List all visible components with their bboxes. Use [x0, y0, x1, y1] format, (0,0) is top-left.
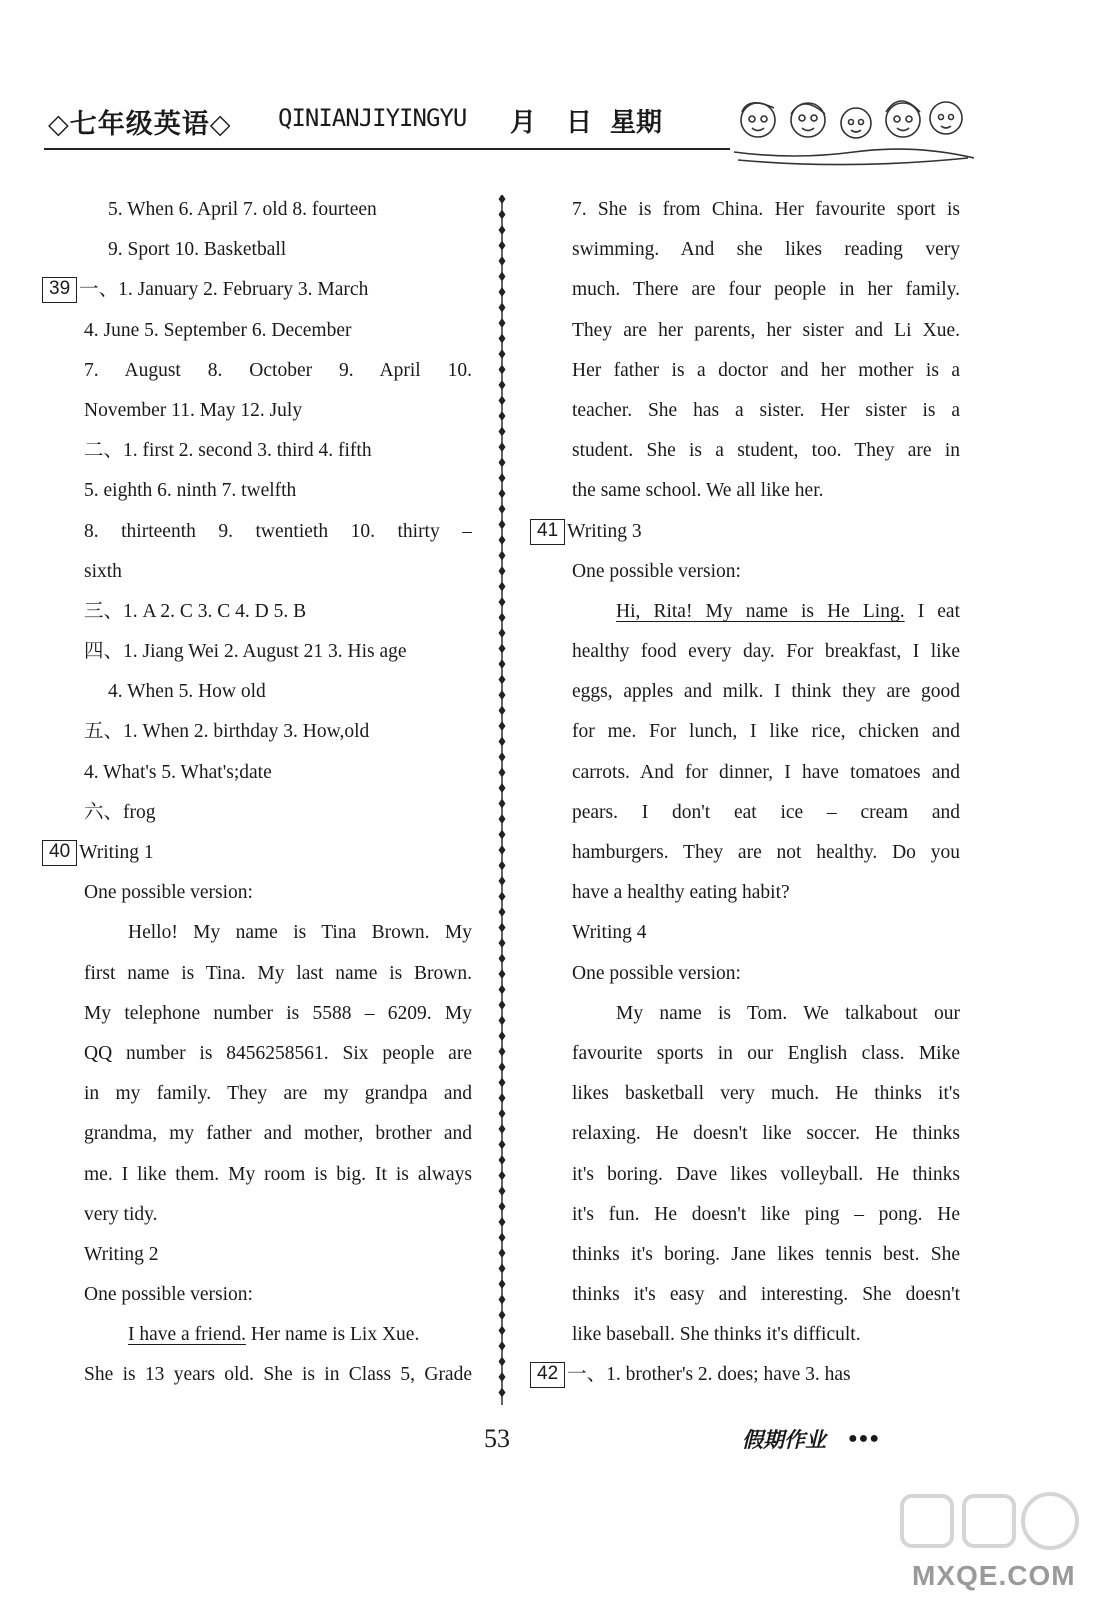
divider-diamond — [499, 535, 506, 545]
divider-diamond — [499, 768, 506, 778]
line-text: 4. What's 5. What's;date — [84, 761, 272, 783]
text-line — [84, 471, 472, 511]
text-line — [84, 1235, 472, 1275]
line-text: 三、1. A 2. C 3. C 4. D 5. B — [84, 600, 307, 622]
text-line — [84, 1195, 472, 1235]
text-line — [572, 994, 960, 1034]
text-line — [49, 833, 472, 873]
divider-diamond — [499, 1264, 506, 1274]
text-line — [84, 1155, 472, 1195]
divider-diamond — [499, 752, 506, 762]
text-line — [84, 672, 472, 712]
line-text: sixth — [84, 560, 122, 582]
text-line — [84, 1275, 472, 1315]
divider-diamond — [499, 830, 506, 840]
month-label: 月 — [510, 108, 537, 138]
line-text: very tidy. — [84, 1203, 158, 1225]
text-line — [572, 712, 960, 752]
column-divider — [492, 195, 512, 1405]
divider-diamond — [499, 1031, 506, 1041]
line-text: One possible version: — [572, 560, 741, 582]
divider-diamond — [499, 1202, 506, 1212]
question-number-box: 41 — [530, 519, 565, 545]
divider-diamond — [499, 954, 506, 964]
line-text: 五、1. When 2. birthday 3. How,old — [84, 721, 370, 743]
question-number-box: 40 — [42, 840, 77, 866]
line-text: pears. I don't eat ice – cream and — [572, 801, 960, 823]
text-line — [572, 833, 960, 873]
line-text: favourite sports in our English class. Mike — [572, 1042, 960, 1064]
line-text: Hello! My name is Tina Brown. My — [128, 922, 472, 944]
divider-diamond — [499, 349, 506, 359]
text-line — [537, 512, 960, 552]
divider-diamond — [499, 334, 506, 344]
underlined-sentence: I have a friend. — [128, 1324, 247, 1346]
line-text: Writing 1 — [79, 842, 154, 863]
divider-diamond — [499, 1279, 506, 1289]
underlined-sentence: Hi, Rita! My name is He Ling. — [616, 600, 905, 622]
text-line — [84, 632, 472, 672]
divider-diamond — [499, 1357, 506, 1367]
text-line — [572, 471, 960, 511]
line-text: Her father is a doctor and her mother is a — [572, 359, 960, 381]
text-line — [572, 632, 960, 672]
text-line — [49, 270, 472, 310]
divider-diamond — [499, 861, 506, 871]
text-line — [572, 672, 960, 712]
question-number-box: 42 — [530, 1362, 565, 1388]
divider-diamond — [499, 1000, 506, 1010]
header-rule — [44, 148, 730, 150]
cartoon-children-illustration — [728, 90, 974, 170]
line-text: the same school. We all like her. — [572, 480, 824, 502]
right-column — [537, 190, 960, 1396]
divider-diamond — [499, 1326, 506, 1336]
divider-diamond — [499, 628, 506, 638]
divider-diamond — [499, 1093, 506, 1103]
divider-diamond — [499, 923, 506, 933]
text-line — [84, 230, 472, 270]
divider-diamond — [499, 1233, 506, 1243]
text-line — [572, 1235, 960, 1275]
divider-diamond — [499, 613, 506, 623]
line-text: teacher. She has a sister. Her sister is a — [572, 399, 960, 421]
divider-diamond — [499, 504, 506, 514]
divider-diamond — [499, 706, 506, 716]
text-line — [84, 913, 472, 953]
line-text: 7. She is from China. Her favourite sport is — [572, 199, 960, 220]
text-line — [572, 230, 960, 270]
text-line — [84, 1074, 472, 1114]
divider-diamond — [499, 442, 506, 452]
footer-dots: ●●● — [848, 1430, 880, 1447]
text-line — [572, 431, 960, 471]
text-line — [84, 712, 472, 752]
text-line — [572, 1195, 960, 1235]
line-text: 4. June 5. September 6. December — [84, 319, 352, 341]
divider-diamond — [499, 690, 506, 700]
divider-diamond — [499, 1248, 506, 1258]
text-line — [572, 1315, 960, 1355]
line-text: it's fun. He doesn't like ping – pong. He — [572, 1203, 960, 1225]
divider-diamond — [499, 582, 506, 592]
text-line — [572, 1155, 960, 1195]
divider-diamond — [499, 272, 506, 282]
line-text: carrots. And for dinner, I have tomatoes and — [572, 761, 960, 783]
day-label: 日 — [566, 108, 593, 138]
divider-diamond — [499, 210, 506, 220]
line-text: in my family. They are my grandpa and — [84, 1083, 472, 1105]
text-line — [84, 1315, 472, 1355]
line-text: hamburgers. They are not healthy. Do you — [572, 842, 960, 863]
line-text: student. She is a student, too. They are in — [572, 440, 960, 462]
divider-diamond — [499, 907, 506, 917]
line-text: 5. eighth 6. ninth 7. twelfth — [84, 480, 297, 502]
divider-diamond — [499, 287, 506, 297]
divider-diamond — [499, 892, 506, 902]
text-line — [572, 913, 960, 953]
line-text: 四、1. Jiang Wei 2. August 21 3. His age — [84, 641, 407, 663]
divider-diamond — [499, 1372, 506, 1382]
divider-diamond — [499, 458, 506, 468]
line-text: 一、1. brother's 2. does; have 3. has — [567, 1364, 851, 1386]
text-line — [84, 512, 472, 552]
line-text: thinks it's easy and interesting. She doesn't — [572, 1284, 960, 1306]
line-text: for me. For lunch, I like rice, chicken and — [572, 721, 960, 743]
text-line — [84, 954, 472, 994]
text-line — [572, 1074, 960, 1114]
text-line — [84, 552, 472, 592]
text-line — [84, 592, 472, 632]
divider-diamond — [499, 985, 506, 995]
divider-diamond — [499, 876, 506, 886]
text-line — [572, 1114, 960, 1154]
line-text: it's boring. Dave likes volleyball. He thinks — [572, 1163, 960, 1185]
divider-diamond — [499, 721, 506, 731]
divider-diamond — [499, 1155, 506, 1165]
line-text: November 11. May 12. July — [84, 399, 303, 421]
line-text: QQ number is 8456258561. Six people are — [84, 1042, 472, 1064]
divider-diamond — [499, 814, 506, 824]
divider-diamond — [499, 1217, 506, 1227]
text-line — [572, 592, 960, 632]
line-text: 一、1. January 2. February 3. March — [79, 279, 369, 301]
divider-diamond — [499, 1295, 506, 1305]
text-line — [572, 954, 960, 994]
divider-diamond — [499, 241, 506, 251]
line-text: 六、frog — [84, 801, 156, 823]
text-line — [84, 1034, 472, 1074]
text-line — [84, 431, 472, 471]
divider-diamond — [499, 551, 506, 561]
line-text: One possible version: — [572, 962, 741, 984]
text-line — [84, 994, 472, 1034]
line-text: Writing 2 — [84, 1243, 159, 1265]
line-text: Her name is Lix Xue. — [246, 1324, 420, 1346]
line-text: grandma, my father and mother, brother and — [84, 1123, 472, 1145]
text-line — [84, 1114, 472, 1154]
line-text: have a healthy eating habit? — [572, 882, 790, 904]
divider-diamond — [499, 1078, 506, 1088]
text-line — [537, 1355, 960, 1395]
divider-diamond — [499, 799, 506, 809]
divider-diamond — [499, 225, 506, 235]
text-line — [572, 190, 960, 230]
divider-diamond — [499, 659, 506, 669]
text-line — [572, 873, 960, 913]
text-line — [84, 391, 472, 431]
text-line — [572, 351, 960, 391]
line-text: 9. Sport 10. Basketball — [108, 239, 287, 261]
divider-diamond — [499, 1171, 506, 1181]
line-text: like baseball. She thinks it's difficult. — [572, 1324, 861, 1346]
divider-diamond — [499, 1341, 506, 1351]
divider-diamond — [499, 1310, 506, 1320]
line-text: They are her parents, her sister and Li Xue. — [572, 319, 960, 341]
line-text: 7. August 8. October 9. April 10. — [84, 359, 472, 381]
weekday-label: 星期 — [610, 108, 663, 138]
line-text: My telephone number is 5588 – 6209. My — [84, 1002, 472, 1024]
line-text: One possible version: — [84, 1284, 253, 1306]
text-line — [84, 753, 472, 793]
divider-diamond — [499, 411, 506, 421]
divider-diamond — [499, 597, 506, 607]
line-text: 4. When 5. How old — [108, 681, 266, 703]
book-pinyin: QINIANJIYINGYU — [278, 104, 467, 132]
line-text: relaxing. He doesn't like soccer. He thinks — [572, 1123, 960, 1145]
line-text: swimming. And she likes reading very — [572, 239, 960, 261]
divider-diamond — [499, 195, 506, 204]
question-number-box: 39 — [42, 277, 77, 303]
divider-diamond — [499, 365, 506, 375]
line-text: One possible version: — [84, 882, 253, 904]
divider-diamond — [499, 489, 506, 499]
line-text: She is 13 years old. She is in Class 5, Grade — [84, 1364, 472, 1386]
line-text: My name is Tom. We talkabout our — [616, 1002, 960, 1024]
line-text: Writing 4 — [572, 922, 647, 944]
line-text: first name is Tina. My last name is Brown. — [84, 962, 472, 984]
divider-diamond — [499, 473, 506, 483]
line-text: 二、1. first 2. second 3. third 4. fifth — [84, 440, 372, 462]
divider-diamond — [499, 1186, 506, 1196]
text-line — [84, 190, 472, 230]
text-line — [84, 1355, 472, 1395]
divider-diamond — [499, 1124, 506, 1134]
book-title: ◇七年级英语◇ — [48, 109, 232, 140]
text-line — [572, 270, 960, 310]
divider-diamond — [499, 427, 506, 437]
page-number: 53 — [484, 1424, 510, 1453]
text-line — [572, 793, 960, 833]
text-line — [84, 311, 472, 351]
text-line — [572, 1275, 960, 1315]
text-line — [572, 311, 960, 351]
line-text: thinks it's boring. Jane likes tennis best. She — [572, 1243, 960, 1265]
divider-diamond — [499, 1109, 506, 1119]
line-text: Writing 3 — [567, 520, 642, 542]
divider-diamond — [499, 520, 506, 530]
line-text: me. I like them. My room is big. It is always — [84, 1163, 472, 1185]
divider-diamond — [499, 783, 506, 793]
divider-diamond — [499, 969, 506, 979]
divider-diamond — [499, 256, 506, 266]
divider-diamond — [499, 1140, 506, 1150]
text-line — [572, 391, 960, 431]
divider-diamond — [499, 318, 506, 328]
divider-diamond — [499, 1388, 506, 1398]
text-line — [572, 552, 960, 592]
divider-diamond — [499, 845, 506, 855]
divider-diamond — [499, 1047, 506, 1057]
text-line — [572, 753, 960, 793]
divider-diamond — [499, 675, 506, 685]
text-line — [84, 873, 472, 913]
watermark-text: MXQE.COM — [912, 1560, 1076, 1591]
divider-diamond — [499, 737, 506, 747]
text-line — [572, 1034, 960, 1074]
divider-diamond — [499, 644, 506, 654]
line-text: likes basketball very much. He thinks it's — [572, 1083, 960, 1105]
divider-diamond — [499, 396, 506, 406]
left-column — [49, 190, 472, 1396]
divider-diamond — [499, 380, 506, 390]
divider-diamond — [499, 566, 506, 576]
text-line — [84, 793, 472, 833]
divider-diamond — [499, 938, 506, 948]
footer-series-label: 假期作业 — [742, 1427, 826, 1452]
line-text: eggs, apples and milk. I think they are good — [572, 681, 960, 703]
line-text: 8. thirteenth 9. twentieth 10. thirty – — [84, 520, 472, 542]
divider-diamond — [499, 1062, 506, 1072]
line-text: 5. When 6. April 7. old 8. fourteen — [108, 199, 377, 220]
line-text: much. There are four people in her family. — [572, 279, 960, 301]
line-text: I eat — [904, 600, 960, 622]
line-text: healthy food every day. For breakfast, I like — [572, 641, 960, 663]
divider-diamond — [499, 1016, 506, 1026]
text-line — [84, 351, 472, 391]
divider-diamond — [499, 303, 506, 313]
